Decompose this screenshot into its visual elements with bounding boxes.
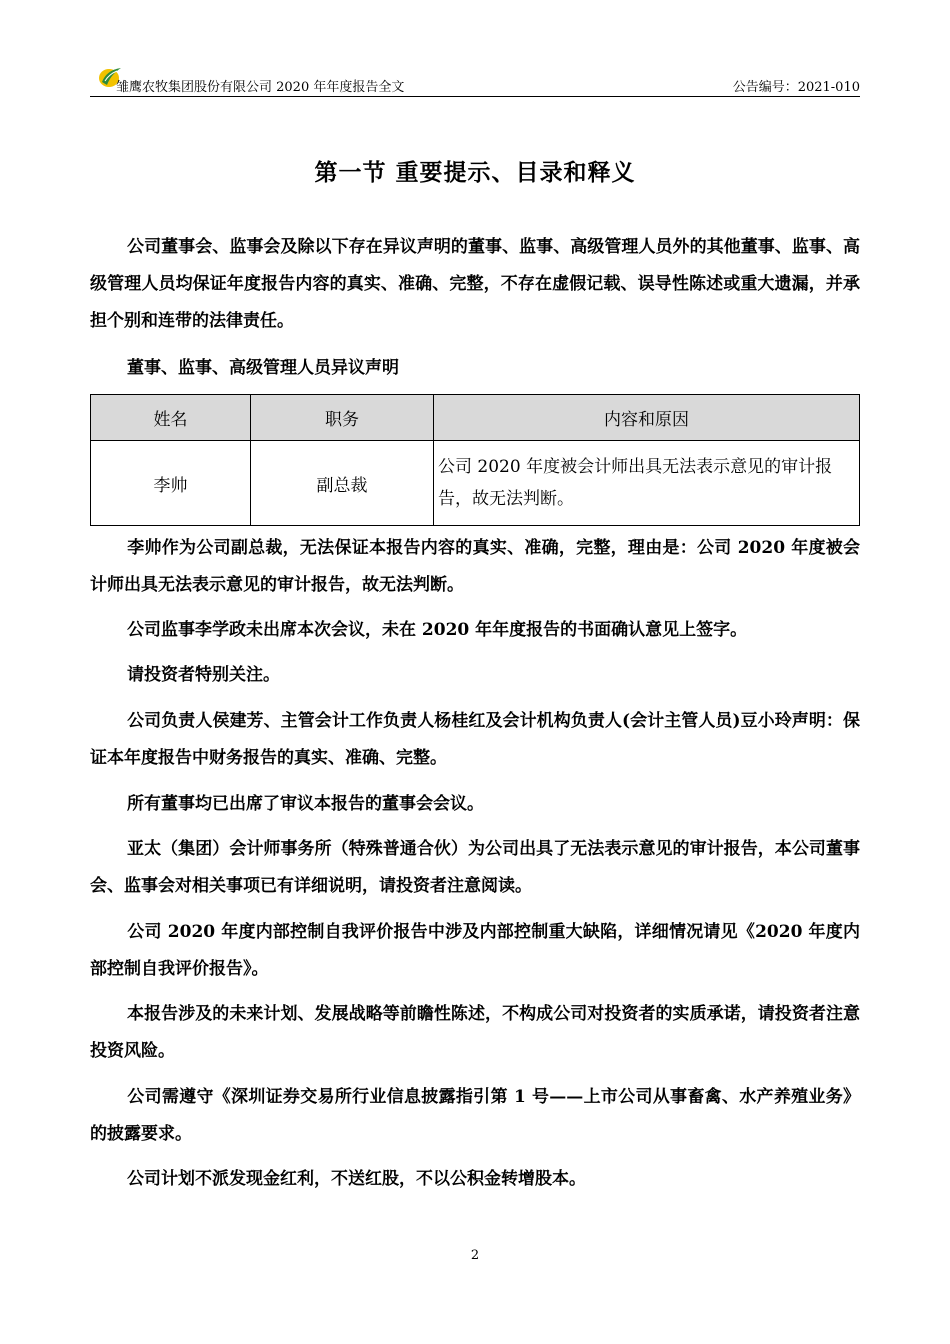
paragraph-attention bbox=[90, 657, 860, 694]
paragraph-forward-looking bbox=[90, 996, 860, 1070]
paragraph-text: 本报告涉及的未来计划、发展战略等前瞻性陈述，不构成公司对投资者的实质承诺，请投资者注意投资风险。 bbox=[90, 1004, 860, 1061]
paragraph-text: 李帅作为公司副总裁，无法保证本报告内容的真实、准确，完整，理由是：公司 2020 年度被会计师出具无法表示意见的审计报告，故无法判断。 bbox=[90, 538, 860, 595]
paragraph-directors-attended bbox=[90, 786, 860, 823]
paragraph-supervisor bbox=[90, 612, 860, 649]
paragraph-responsible-persons bbox=[90, 703, 860, 777]
section-title: 第一节 重要提示、目录和释义 bbox=[314, 160, 636, 186]
table-header-name: 姓名 bbox=[91, 395, 251, 441]
table-row bbox=[91, 441, 860, 526]
paragraph-dissent-heading bbox=[90, 350, 860, 387]
paragraph-text: 亚太（集团）会计师事务所（特殊普通合伙）为公司出具了无法表示意见的审计报告，本公司董事会、监事会对相关事项已有详细说明，请投资者注意阅读。 bbox=[90, 839, 860, 896]
paragraph-dividend bbox=[90, 1161, 860, 1198]
table-header-row bbox=[91, 395, 860, 441]
table-header-position: 职务 bbox=[251, 395, 434, 441]
paragraph-text: 董事、监事、高级管理人员异议声明 bbox=[127, 358, 399, 378]
paragraph-li-shuai bbox=[90, 530, 860, 604]
table-cell-name: 李帅 bbox=[91, 441, 251, 526]
paragraph-text: 公司负责人侯建芳、主管会计工作负责人杨桂红及会计机构负责人(会计主管人员)豆小玲声明：保证本年度报告中财务报告的真实、准确、完整。 bbox=[90, 711, 860, 768]
table-cell-reason: 公司 2020 年度被会计师出具无法表示意见的审计报告，故无法判断。 bbox=[434, 441, 860, 526]
table-cell-position: 副总裁 bbox=[251, 441, 434, 526]
paragraph-text: 公司需遵守《深圳证券交易所行业信息披露指引第 1 号——上市公司从事畜禽、水产养殖业务》的披露要求。 bbox=[90, 1087, 860, 1144]
paragraph-internal-control bbox=[90, 914, 860, 988]
paragraph-text: 公司董事会、监事会及除以下存在异议声明的董事、监事、高级管理人员外的其他董事、监事、高级管理人员均保证年度报告内容的真实、准确、完整，不存在虚假记载、误导性陈述或重大遗漏，并承担个别和连带的法律责任。 bbox=[90, 237, 860, 331]
page-number: 2 bbox=[470, 1248, 480, 1263]
paragraph-text: 公司 2020 年度内部控制自我评价报告中涉及内部控制重大缺陷，详细情况请见《2020 年度内部控制自我评价报告》。 bbox=[90, 922, 860, 979]
header-announcement-number: 公告编号：2021-010 bbox=[732, 80, 860, 95]
paragraph-guarantee bbox=[90, 229, 860, 340]
dissent-table bbox=[90, 394, 860, 526]
table-header-reason: 内容和原因 bbox=[434, 395, 860, 441]
header-company-title: 雏鹰农牧集团股份有限公司 2020 年年度报告全文 bbox=[116, 80, 405, 95]
paragraph-disclosure-guideline bbox=[90, 1079, 860, 1153]
paragraph-text: 请投资者特别关注。 bbox=[127, 665, 280, 685]
paragraph-text: 所有董事均已出席了审议本报告的董事会会议。 bbox=[127, 794, 484, 814]
paragraph-text: 公司监事李学政未出席本次会议，未在 2020 年年度报告的书面确认意见上签字。 bbox=[127, 620, 748, 640]
page-header bbox=[90, 66, 860, 97]
paragraph-text: 公司计划不派发现金红利，不送红股，不以公积金转增股本。 bbox=[127, 1169, 586, 1189]
paragraph-auditor bbox=[90, 831, 860, 905]
